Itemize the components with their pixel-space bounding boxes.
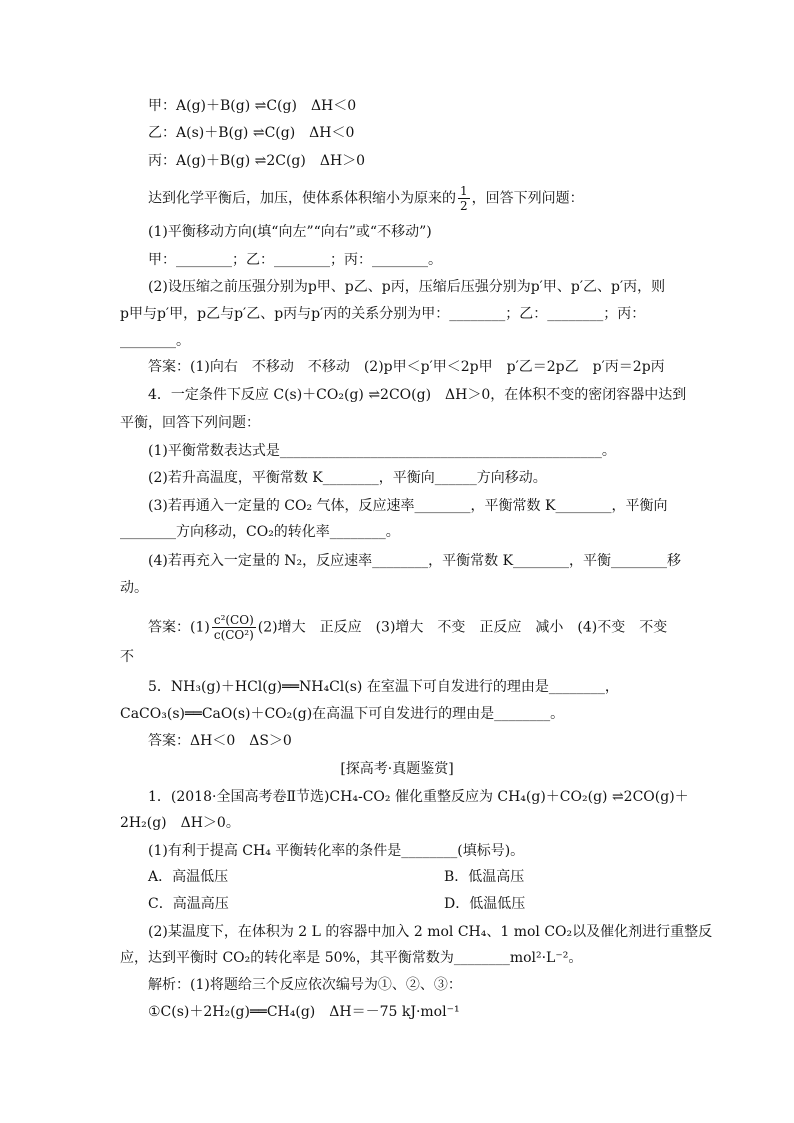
- option-a: A．高温低压: [148, 869, 229, 885]
- pressure-intro-tail: ，回答下列问题：: [471, 190, 584, 207]
- exam-1-q2: (2)某温度下，在体积为 2 L 的容器中加入 2 mol CH₄、1 mol CO₂以及催化剂进行重整反: [148, 924, 713, 940]
- answer-5: 答案：ΔH＜0 ΔS＞0: [148, 733, 292, 749]
- problem-4-stem: 4．一定条件下反应 C(s)＋CO₂(g) ⇌2CO(g) ΔH＞0，在体积不变的密闭容器中达到: [148, 387, 687, 403]
- q2-pressure: (2)设压缩之前压强分别为p甲、p乙、p丙，压缩后压强分别为p′甲、p′乙、p′丙，则: [148, 279, 666, 295]
- fraction-half-num: 1: [460, 184, 468, 198]
- answer-4-cont: 不: [120, 649, 134, 665]
- line-jia: 甲：A(g)＋B(g) ⇌C(g) ΔH＜0: [148, 98, 357, 114]
- answer-4: [148, 613, 667, 642]
- q2-relation: p甲与p′甲，p乙与p′乙、p丙与p′丙的关系分别为甲：________；乙：________；丙：: [120, 306, 646, 322]
- answer-4-rest: (2)增大 正反应 (3)增大 不变 正反应 减小 (4)不变 不变: [257, 619, 668, 636]
- problem-4-q3: (3)若再通入一定量的 CO₂ 气体，反应速率________，平衡常数 K________，平衡向: [148, 498, 668, 514]
- exam-1-stem: 1．(2018·全国高考卷Ⅱ节选)CH₄-CO₂ 催化重整反应为 CH₄(g)＋CO₂(g) ⇌2CO(g)＋: [148, 789, 689, 805]
- answer-4-label: 答案：(1): [148, 619, 210, 636]
- q1-blanks: 甲：________；乙：________；丙：________。: [148, 252, 442, 268]
- line-pressure-intro: [148, 184, 584, 213]
- problem-4-q2: (2)若升高温度，平衡常数 K________，平衡向______方向移动。: [148, 470, 547, 486]
- q1-direction: (1)平衡移动方向(填“向左”“向右”或“不移动”): [148, 224, 432, 240]
- fraction-half: [458, 184, 470, 213]
- exam-1-q2-cont: 应，达到平衡时 CO₂的转化率是 50%，其平衡常数为________mol²·L⁻²。: [120, 950, 583, 966]
- option-d: D．低温低压: [444, 896, 526, 912]
- fraction-k-num: c²(CO): [213, 613, 254, 627]
- problem-4-q3-cont: ________方向移动，CO₂的转化率________。: [120, 524, 400, 540]
- pressure-intro-text: 达到化学平衡后，加压，使体系体积缩小为原来的: [148, 190, 456, 207]
- analysis-reaction-1: ①C(s)＋2H₂(g)══CH₄(g) ΔH＝－75 kJ·mol⁻¹: [148, 1004, 460, 1020]
- section-heading: [探高考·真题鉴赏]: [340, 761, 454, 777]
- line-bing: 丙：A(g)＋B(g) ⇌2C(g) ΔH＞0: [148, 153, 366, 169]
- problem-5-stem-cont: CaCO₃(s)══CaO(s)＋CO₂(g)在高温下可自发进行的理由是________。: [120, 706, 565, 722]
- q2-blank: ________。: [120, 333, 190, 349]
- exam-1-stem-cont: 2H₂(g) ΔH＞0。: [120, 815, 240, 831]
- analysis-intro: 解析：(1)将题给三个反应依次编号为①、②、③：: [148, 977, 462, 993]
- problem-4-q1: (1)平衡常数表达式是______________________________________________。: [148, 443, 616, 459]
- option-b: B．低温高压: [444, 869, 525, 885]
- problem-5-stem: 5．NH₃(g)＋HCl(g)══NH₄Cl(s) 在室温下可自发进行的理由是________，: [148, 679, 619, 695]
- problem-4-q4: (4)若再充入一定量的 N₂，反应速率________，平衡常数 K________，平衡________移: [148, 553, 682, 569]
- problem-4-q4-cont: 动。: [120, 580, 148, 596]
- answer-3: 答案：(1)向右 不移动 不移动 (2)p甲＜p′甲＜2p甲 p′乙＝2p乙 p′丙＝2p丙: [148, 359, 665, 375]
- line-yi: 乙：A(s)＋B(g) ⇌C(g) ΔH＜0: [148, 125, 355, 141]
- fraction-k: [212, 613, 256, 642]
- problem-4-stem-cont: 平衡，回答下列问题：: [120, 415, 260, 431]
- fraction-half-den: 2: [460, 199, 468, 213]
- option-c: C．高温高压: [148, 896, 229, 912]
- exam-1-q1: (1)有利于提高 CH₄ 平衡转化率的条件是________(填标号)。: [148, 843, 525, 859]
- fraction-k-den: c(CO²): [213, 628, 254, 642]
